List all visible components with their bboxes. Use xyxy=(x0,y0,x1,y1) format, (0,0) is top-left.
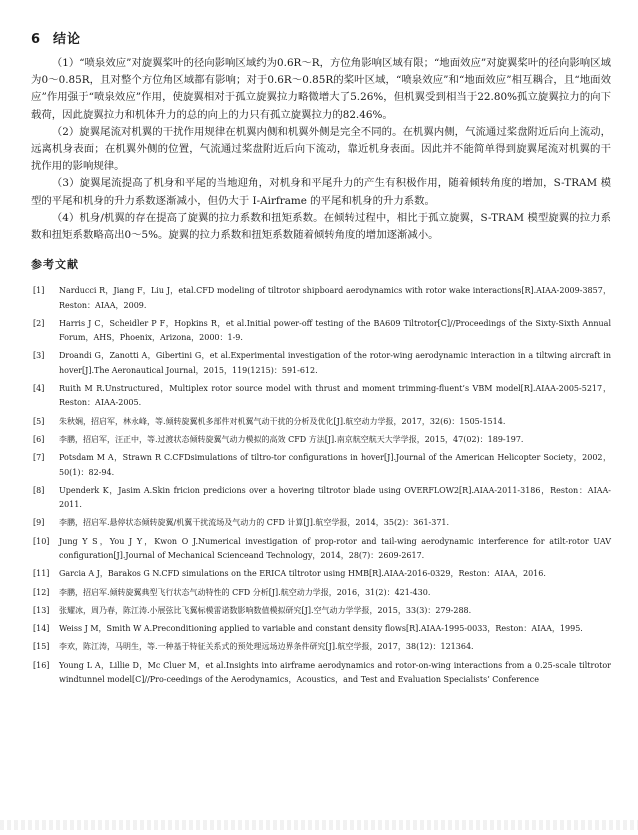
reference-text: Harris J C，Scheidler P F，Hopkins R，et al.Initial power-off testing of the BA609 Tiltrotor[C]//Proceedings of the Sixty-Sixth Annual Forum，AHS，Phoenix，Arizona，2000：1-9. xyxy=(59,318,611,343)
reference-item xyxy=(31,284,611,313)
reference-text: Droandi G，Zanotti A，Gibertini G，et al.Experimental investigation of the rotor-wing aerodynamic interaction in a tiltwing aircraft in hover[J].The Aeronautical Journal，2015，119(1215)：591-612. xyxy=(59,351,611,375)
reference-item xyxy=(31,484,611,513)
reference-item xyxy=(31,317,611,346)
reference-text: Weiss J M，Smith W A.Preconditioning applied to variable and constant density flows[R].AIAA-1995-0033，Reston：AIAA，1995. xyxy=(59,624,583,634)
scan-artifact-line xyxy=(0,820,638,830)
conclusion-paragraph: （4）机身/机翼的存在提高了旋翼的拉力系数和扭矩系数。在倾转过程中，相比于孤立旋翼，S-TRAM 模型旋翼的拉力系数和扭矩系数略高出0～5%。旋翼的拉力系数和扭矩系数随着倾转角度的增加逐渐减小。 xyxy=(31,211,611,242)
reference-index: [15] xyxy=(33,642,50,652)
reference-index: [12] xyxy=(33,587,50,597)
reference-text: Ruith M R.Unstructured，Multiplex rotor source model with thrust and moment trimming-fluent’s VBM model[R].AIAA-2005-5217，Reston：AIAA-2005. xyxy=(59,384,611,408)
reference-index: [13] xyxy=(33,605,50,615)
reference-index: [9] xyxy=(33,518,45,528)
reference-item xyxy=(31,382,611,411)
reference-index: [16] xyxy=(33,660,50,670)
reference-text: Upenderk K，Jasim A.Skin fricion predicions over a hovering tiltrotor blade using OVERFLOW2[R].AIAA-2011-3186，Reston：AIAA-2011. xyxy=(59,485,611,510)
reference-text: 张耀冰，周乃春，陈江涛.小展弦比飞翼标模雷诺数影响数值模拟研究[J].空气动力学学报，2015，33(3)：279-288. xyxy=(59,605,472,615)
conclusion-paragraph: （1）“喷泉效应”对旋翼桨叶的径向影响区域约为0.6R～R，方位角影响区域有限；“地面效应”对旋翼桨叶的径向影响区域为0～0.85R，且对整个方位角区域都有影响；对于0.6R～0.85R的桨叶区域，“喷泉效应”和“地面效应”相互耦合，且“地面效应”作用强于“喷泉效应”作用，使旋翼相对于孤立旋翼拉力略微增大了5.26%，但机翼受到相当于22.80%孤立旋翼拉力的向下载荷，因此旋翼拉力和机体升力的总的向上的力只有孤立旋翼拉力的82.46%。 xyxy=(31,57,611,121)
reference-text: Jung Y S，You J Y，Kwon O J.Numerical investigation of prop-rotor and tail-wing aerodynamic interference for atilt-rotor UAV configuration[J].Journal of Mechanical Scienceand Technology，2014，28(7)：2609-2617. xyxy=(59,536,611,560)
reference-text: Potsdam M A，Strawn R C.CFDsimulations of tiltro-tor configurations in hover[J].Journal of the American Helicopter Society，2002，50(1)：82-94. xyxy=(59,453,611,477)
conclusion-paragraph: （2）旋翼尾流对机翼的干扰作用规律在机翼内侧和机翼外侧是完全不同的。在机翼内侧，气流通过桨盘附近后向上流动，远离机身表面；在机翼外侧的位置，气流通过桨盘附近后向下流动，靠近机身表面。因此并不能简单得到旋翼尾流对机翼的干扰作用的影响规律。 xyxy=(31,125,611,173)
reference-item xyxy=(31,586,611,600)
reference-item xyxy=(31,622,611,636)
section-title: 结论 xyxy=(53,32,82,47)
reference-index: [4] xyxy=(33,384,45,394)
conclusions-body xyxy=(31,55,611,244)
reference-index: [6] xyxy=(33,434,45,444)
reference-item xyxy=(31,535,611,564)
section-heading xyxy=(31,28,611,47)
reference-list xyxy=(31,284,611,687)
reference-index: [11] xyxy=(33,569,50,579)
reference-index: [14] xyxy=(33,624,50,634)
reference-text: Garcia A J，Barakos G N.CFD simulations on the ERICA tiltrotor using HMB[R].AIAA-2016-0329，Reston：AIAA，2016. xyxy=(59,569,546,579)
reference-index: [2] xyxy=(33,318,45,328)
reference-item xyxy=(31,567,611,581)
reference-item xyxy=(31,516,611,530)
reference-text: Narducci R，Jiang F，Liu J，etal.CFD modeling of tiltrotor shipboard aerodynamics with rotor wake interactions[R].AIAA-2009-3857，Reston：AIAA，2009. xyxy=(59,286,611,310)
reference-text: 李鹏，招启军，汪正中，等.过渡状态倾转旋翼气动力模拟的高效 CFD 方法[J].南京航空航天大学学报，2015，47(02)：189-197. xyxy=(59,434,524,444)
reference-item xyxy=(31,415,611,429)
reference-item xyxy=(31,640,611,654)
section-number: 6 xyxy=(31,32,42,47)
reference-index: [5] xyxy=(33,416,45,426)
reference-index: [10] xyxy=(33,536,50,546)
reference-index: [1] xyxy=(33,286,45,296)
references-heading: 参考文献 xyxy=(31,258,79,272)
reference-item xyxy=(31,604,611,618)
reference-text: 李欢，陈江涛，马明生，等.一种基于特征关系式的预处理远场边界条件研究[J].航空学报，2017，38(12)：121364. xyxy=(59,642,474,652)
reference-item xyxy=(31,433,611,447)
reference-index: [8] xyxy=(33,485,45,495)
reference-text: 朱秋娴，招启军，林永峰，等.倾转旋翼机多部件对机翼气动干扰的分析及优化[J].航空动力学报，2017，32(6)：1505-1514. xyxy=(59,416,506,426)
reference-text: 李鹏，招启军.倾转旋翼典型飞行状态气动特性的 CFD 分析[J].航空动力学报，2016，31(2)：421-430. xyxy=(59,587,431,597)
conclusion-paragraph: （3）旋翼尾流提高了机身和平尾的当地迎角，对机身和平尾升力的产生有积极作用，随着倾转角度的增加，S-TRAM 模型的平尾和机身的升力系数逐渐减小，但仍大于 I-Airframe 的平尾和机身的升力系数。 xyxy=(31,177,611,207)
paper-page xyxy=(31,28,611,691)
reference-text: 李鹏，招启军.悬停状态倾转旋翼/机翼干扰流场及气动力的 CFD 计算[J].航空学报，2014，35(2)：361-371. xyxy=(59,518,450,528)
reference-index: [3] xyxy=(33,351,45,361)
reference-index: [7] xyxy=(33,453,45,463)
reference-item xyxy=(31,659,611,688)
reference-item xyxy=(31,451,611,480)
reference-text: Young L A，Lillie D，Mc Cluer M，et al.Insights into airframe aerodynamics and rotor-on-wing interactions from a 0.25-scale tiltrotor windtunnel model[C]//Pro-ceedings of the Aerodynamics，Acoustics，and Test and Evaluation Specialists’ Conference xyxy=(59,660,611,685)
reference-item xyxy=(31,349,611,378)
